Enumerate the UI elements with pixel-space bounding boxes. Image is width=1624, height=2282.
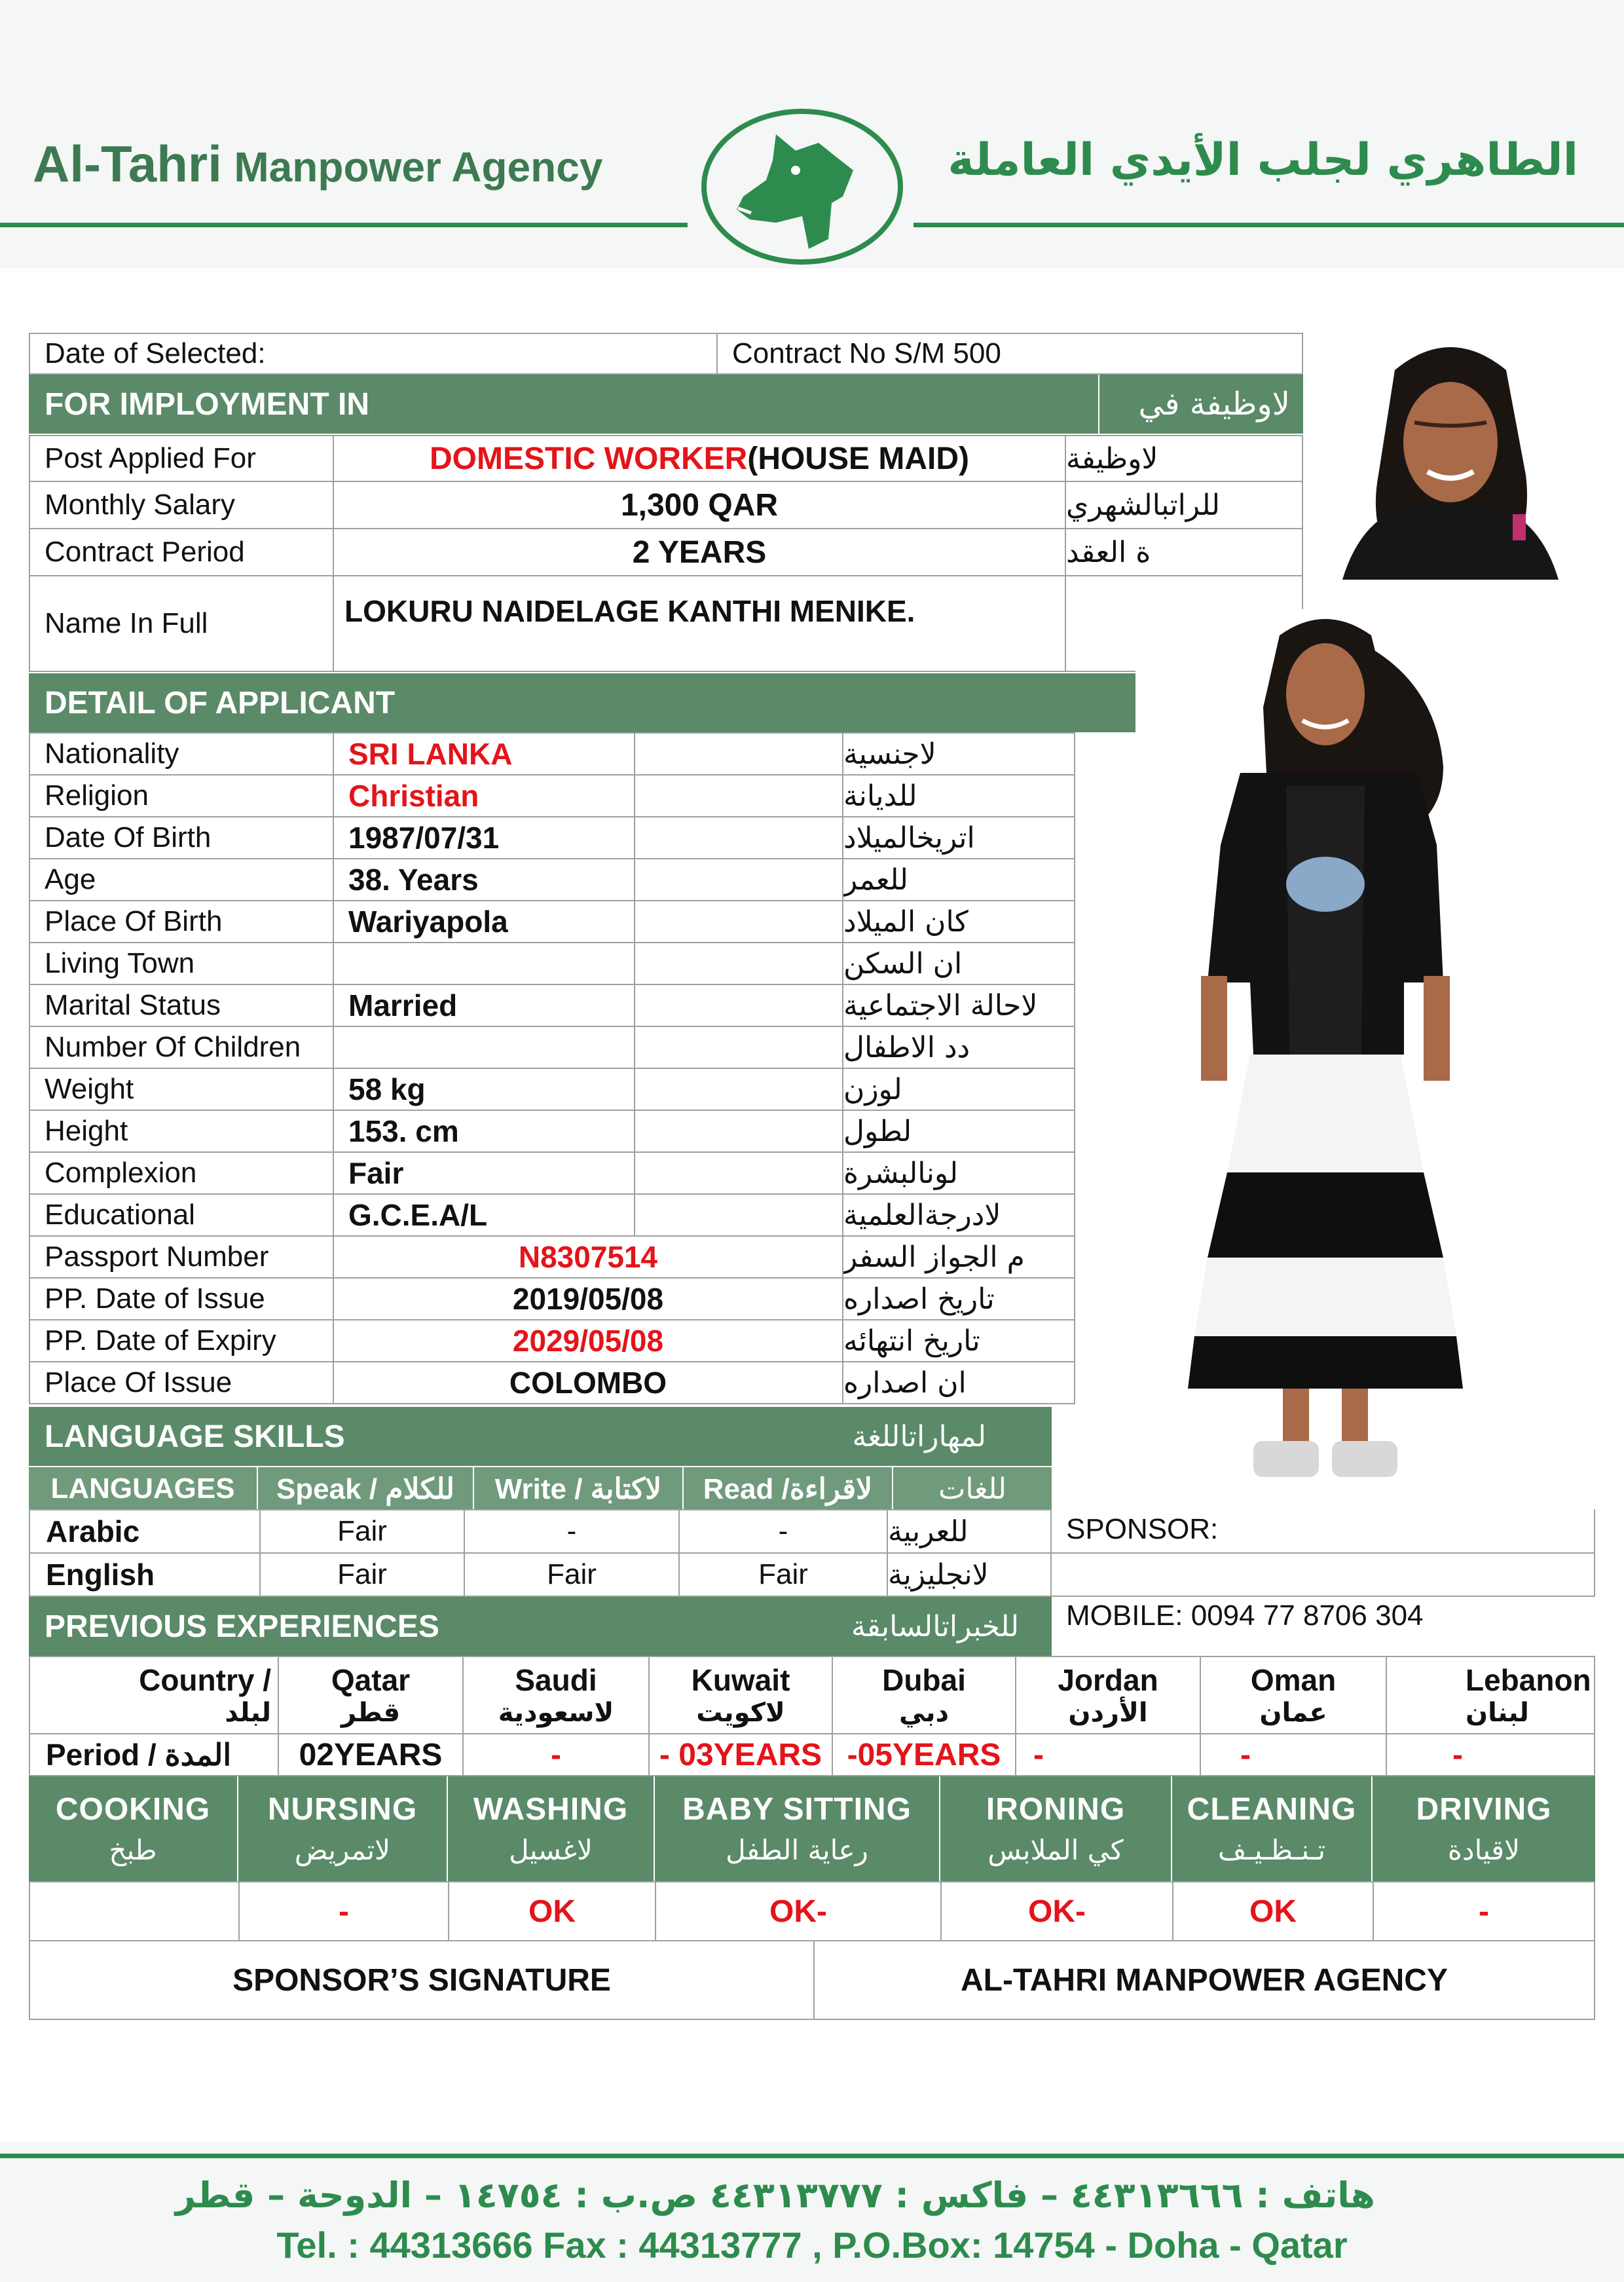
- skill-baby-sitting: [655, 1776, 940, 1881]
- experience-title-en: PREVIOUS EXPERIENCES: [45, 1609, 439, 1644]
- period-jordan: -: [1015, 1733, 1201, 1776]
- language-header-row: [29, 1467, 1052, 1510]
- contract-period-label: Contract Period: [29, 528, 334, 576]
- post-applied-label: Post Applied For: [29, 435, 334, 482]
- living-town-ar: ان السكن: [842, 942, 1075, 985]
- pp-expiry-value: 2029/05/08: [333, 1319, 843, 1362]
- skill-ironing: [940, 1776, 1172, 1881]
- place-issue-label: Place Of Issue: [29, 1361, 334, 1404]
- skill-driving-ar: لاقيادة: [1447, 1834, 1521, 1866]
- place-issue-value: COLOMBO: [333, 1361, 843, 1404]
- age-label: Age: [29, 858, 334, 901]
- skill-cooking-ar: طبخ: [109, 1834, 157, 1866]
- agency-signature: AL-TAHRI MANPOWER AGENCY: [813, 1940, 1595, 2020]
- religion-ar: للديانة: [842, 774, 1075, 817]
- pp-issue-label: PP. Date of Issue: [29, 1277, 334, 1320]
- height-extra: [634, 1110, 843, 1153]
- post-applied-value: [333, 435, 1066, 482]
- experience-country-row: [29, 1656, 1595, 1733]
- language-section-header: [29, 1407, 1052, 1466]
- nationality-label: Nationality: [29, 732, 334, 776]
- skills-values-row: [29, 1881, 1595, 1941]
- nationality-extra: [634, 732, 843, 776]
- dob-value: 1987/07/31: [333, 816, 635, 859]
- height-label: Height: [29, 1110, 334, 1153]
- skill-baby-sitting-en: BABY SITTING: [682, 1792, 912, 1827]
- country-oman-en: Oman: [1250, 1663, 1337, 1697]
- contract-period-ar: ة العقد: [1065, 528, 1303, 576]
- weight-ar: لوزن: [842, 1068, 1075, 1111]
- pp-expiry-ar: تاريخ انتهائه: [842, 1319, 1075, 1362]
- skill-washing-value: OK: [448, 1881, 656, 1941]
- lang-col-speak: Speak / للكلام: [258, 1467, 474, 1510]
- weight-value: 58 kg: [333, 1068, 635, 1111]
- applicant-title-en: DETAIL OF APPLICANT: [45, 685, 396, 720]
- period-kuwait: - 03YEARS: [648, 1733, 833, 1776]
- skill-cleaning-ar: تـنـظـيـف: [1217, 1834, 1326, 1866]
- country-lebanon-ar: لبنان: [1466, 1698, 1529, 1728]
- country-oman: [1200, 1656, 1387, 1734]
- skill-driving-en: DRIVING: [1416, 1792, 1552, 1827]
- language-title-ar: لمهاراتاللغة: [852, 1419, 986, 1453]
- contract-no-label: Contract No S/M 500: [716, 333, 1303, 375]
- full-body-photo: [1135, 609, 1587, 1513]
- portrait-person-icon: [1316, 331, 1585, 580]
- pob-extra: [634, 900, 843, 943]
- skill-cooking: [29, 1776, 238, 1881]
- religion-value: Christian: [333, 774, 635, 817]
- sponsor-field: [1050, 1509, 1595, 1554]
- height-ar: لطول: [842, 1110, 1075, 1153]
- skill-baby-sitting-ar: رعاية الطفل: [726, 1834, 868, 1866]
- name-full-label: Name In Full: [29, 575, 334, 672]
- age-extra: [634, 858, 843, 901]
- age-ar: للعمر: [842, 858, 1075, 901]
- nationality-ar: لاجنسية: [842, 732, 1075, 776]
- brand-name-en: [33, 134, 688, 206]
- name-full-value: LOKURU NAIDELAGE KANTHI MENIKE.: [333, 575, 1066, 672]
- children-label: Number Of Children: [29, 1026, 334, 1069]
- skill-driving: [1373, 1776, 1595, 1881]
- monthly-salary-value: 1,300 QAR: [333, 481, 1066, 529]
- post-applied-value-red: DOMESTIC WORKER: [430, 441, 748, 476]
- children-value: [333, 1026, 635, 1069]
- marital-ar: لاحالة الاجتماعية: [842, 984, 1075, 1027]
- experience-section-header: [29, 1597, 1052, 1656]
- skill-washing-en: WASHING: [473, 1792, 629, 1827]
- lang-arabic-write: -: [464, 1509, 680, 1554]
- header-rule-left: [0, 223, 688, 227]
- pp-expiry-label: PP. Date of Expiry: [29, 1319, 334, 1362]
- applicant-details-table: [29, 732, 1050, 1404]
- lang-arabic-ar: للعربية: [887, 1509, 1052, 1554]
- passport-number-ar: م الجواز السفر: [842, 1235, 1075, 1279]
- footer-rule: [0, 2154, 1624, 2158]
- lang-english: English: [29, 1552, 261, 1597]
- portrait-photo: [1316, 331, 1585, 580]
- age-value: 38. Years: [333, 858, 635, 901]
- pp-issue-value: 2019/05/08: [333, 1277, 843, 1320]
- mobile-label: MOBILE: 0094 77 8706 304: [1066, 1599, 1424, 1632]
- skill-cleaning-en: CLEANING: [1187, 1792, 1357, 1827]
- country-oman-ar: عمان: [1259, 1698, 1327, 1728]
- experience-period-row: [29, 1733, 1595, 1776]
- skill-baby-sitting-value: OK-: [655, 1881, 942, 1941]
- period-qatar: 02YEARS: [278, 1733, 464, 1776]
- brand-name-ar: الطاهري لجلب الأيدي العاملة: [948, 134, 1578, 186]
- footer: [0, 2142, 1624, 2282]
- skill-driving-value: -: [1373, 1881, 1595, 1941]
- mobile-field: [1050, 1596, 1595, 1655]
- country-saudi-ar: لاسعودية: [498, 1698, 614, 1728]
- country-jordan-en: Jordan: [1058, 1663, 1158, 1697]
- skill-ironing-value: OK-: [940, 1881, 1173, 1941]
- country-jordan-ar: الأردن: [1068, 1698, 1148, 1728]
- country-label-en: Country /: [139, 1663, 271, 1697]
- skill-cooking-en: COOKING: [55, 1792, 211, 1827]
- marital-extra: [634, 984, 843, 1027]
- skill-nursing-value: -: [238, 1881, 449, 1941]
- lang-col-write: Write / لاكتابة: [474, 1467, 684, 1510]
- country-lebanon-en: Lebanon: [1466, 1663, 1591, 1697]
- date-selected-label: Date of Selected:: [29, 333, 718, 375]
- skill-ironing-ar: كي الملابس: [987, 1834, 1124, 1866]
- education-value: G.C.E.A/L: [333, 1193, 635, 1237]
- nationality-value: SRI LANKA: [333, 732, 635, 776]
- country-label-cell: [29, 1656, 279, 1734]
- skill-cleaning: [1172, 1776, 1373, 1881]
- skill-nursing-ar: لاتمريض: [294, 1834, 391, 1866]
- period-dubai: -05YEARS: [832, 1733, 1016, 1776]
- period-saudi: -: [462, 1733, 650, 1776]
- dob-ar: اتريخالميلاد: [842, 816, 1075, 859]
- country-lebanon: [1386, 1656, 1595, 1734]
- living-town-label: Living Town: [29, 942, 334, 985]
- skill-washing: [448, 1776, 655, 1881]
- logo-horse-seal: [697, 105, 907, 269]
- weight-extra: [634, 1068, 843, 1111]
- country-kuwait: [648, 1656, 833, 1734]
- country-dubai-ar: دبي: [898, 1698, 949, 1728]
- education-extra: [634, 1193, 843, 1237]
- marital-value: Married: [333, 984, 635, 1027]
- pob-value: Wariyapola: [333, 900, 635, 943]
- living-town-value: [333, 942, 635, 985]
- country-saudi-en: Saudi: [515, 1663, 597, 1697]
- pob-label: Place Of Birth: [29, 900, 334, 943]
- period-label: Period / المدة: [29, 1733, 279, 1776]
- lang-english-ar: لانجليزية: [887, 1552, 1052, 1597]
- lang-english-read: Fair: [678, 1552, 888, 1597]
- pob-ar: كان الميلاد: [842, 900, 1075, 943]
- lang-english-write: Fair: [464, 1552, 680, 1597]
- applicant-section-header: [29, 673, 1135, 732]
- children-ar: دد الاطفال: [842, 1026, 1075, 1069]
- brand-name-en-2: Manpower Agency: [234, 143, 603, 191]
- marital-label: Marital Status: [29, 984, 334, 1027]
- country-dubai: [832, 1656, 1016, 1734]
- complexion-value: Fair: [333, 1151, 635, 1195]
- post-applied-ar: لاوظيفة: [1065, 435, 1303, 482]
- lang-arabic-speak: Fair: [259, 1509, 465, 1554]
- country-qatar-en: Qatar: [331, 1663, 411, 1697]
- country-kuwait-en: Kuwait: [691, 1663, 790, 1697]
- dob-extra: [634, 816, 843, 859]
- dob-label: Date Of Birth: [29, 816, 334, 859]
- employment-section-header: [29, 375, 1303, 434]
- employment-title-en: FOR IMPLOYMENT IN: [45, 386, 369, 422]
- period-oman: -: [1200, 1733, 1387, 1776]
- education-label: Educational: [29, 1193, 334, 1237]
- footer-contact-ar: هاتف : ٤٤٣١٣٦٦٦ – فاكس : ٤٤٣١٣٧٧٧ ص.ب : ١٤٧٥٤ – الدوحة – قطر: [175, 2175, 1375, 2216]
- children-extra: [634, 1026, 843, 1069]
- country-qatar-ar: قطر: [341, 1698, 401, 1728]
- complexion-extra: [634, 1151, 843, 1195]
- sponsor-blank-row: [1050, 1552, 1595, 1597]
- lang-col-languages: LANGUAGES: [29, 1467, 258, 1510]
- religion-label: Religion: [29, 774, 334, 817]
- contract-period-value: 2 YEARS: [333, 528, 1066, 576]
- sponsor-label: SPONSOR:: [1066, 1513, 1219, 1545]
- passport-number-value: N8307514: [333, 1235, 843, 1279]
- complexion-ar: لونالبشرة: [842, 1151, 1075, 1195]
- living-town-extra: [634, 942, 843, 985]
- monthly-salary-ar: للراتبالشهري: [1065, 481, 1303, 529]
- skills-header-row: [29, 1776, 1595, 1881]
- country-qatar: [278, 1656, 464, 1734]
- complexion-label: Complexion: [29, 1151, 334, 1195]
- place-issue-ar: ان اصداره: [842, 1361, 1075, 1404]
- passport-number-label: Passport Number: [29, 1235, 334, 1279]
- monthly-salary-label: Monthly Salary: [29, 481, 334, 529]
- letterhead: [0, 0, 1624, 269]
- country-jordan: [1015, 1656, 1201, 1734]
- lang-col-ar: للغات: [938, 1472, 1007, 1506]
- skill-cooking-value: [29, 1881, 240, 1941]
- skill-washing-ar: لاغسيل: [509, 1834, 593, 1866]
- language-title-en: LANGUAGE SKILLS: [45, 1419, 345, 1454]
- religion-extra: [634, 774, 843, 817]
- skill-nursing: [238, 1776, 448, 1881]
- footer-contact-en: Tel. : 44313666 Fax : 44313777 , P.O.Box: 14754 - Doha - Qatar: [276, 2224, 1348, 2266]
- lang-arabic: Arabic: [29, 1509, 261, 1554]
- brand-name-en-1: Al-Tahri: [33, 135, 222, 193]
- country-dubai-en: Dubai: [882, 1663, 966, 1697]
- lang-arabic-read: -: [678, 1509, 888, 1554]
- country-kuwait-ar: لاكويت: [696, 1698, 785, 1728]
- height-value: 153. cm: [333, 1110, 635, 1153]
- employment-title-ar: لاوظيفة في: [1098, 375, 1303, 434]
- post-applied-value-black: (HOUSE MAID): [747, 441, 969, 476]
- weight-label: Weight: [29, 1068, 334, 1111]
- sponsor-signature: SPONSOR’S SIGNATURE: [29, 1940, 815, 2020]
- full-body-person-icon: [1135, 609, 1587, 1513]
- skill-cleaning-value: OK: [1172, 1881, 1374, 1941]
- skill-nursing-en: NURSING: [267, 1792, 418, 1827]
- pp-issue-ar: تاريخ اصداره: [842, 1277, 1075, 1320]
- period-lebanon: -: [1386, 1733, 1595, 1776]
- education-ar: لادرجةالعلمية: [842, 1193, 1075, 1237]
- header-rule-right: [913, 223, 1624, 227]
- experience-title-ar: للخبراتالسابقة: [851, 1609, 1019, 1643]
- horse-logo-icon: [697, 105, 907, 269]
- country-saudi: [462, 1656, 650, 1734]
- country-label-ar: لبلد: [225, 1698, 271, 1728]
- skill-ironing-en: IRONING: [986, 1792, 1126, 1827]
- lang-english-speak: Fair: [259, 1552, 465, 1597]
- lang-col-read: Read /لاقراءة: [684, 1467, 893, 1510]
